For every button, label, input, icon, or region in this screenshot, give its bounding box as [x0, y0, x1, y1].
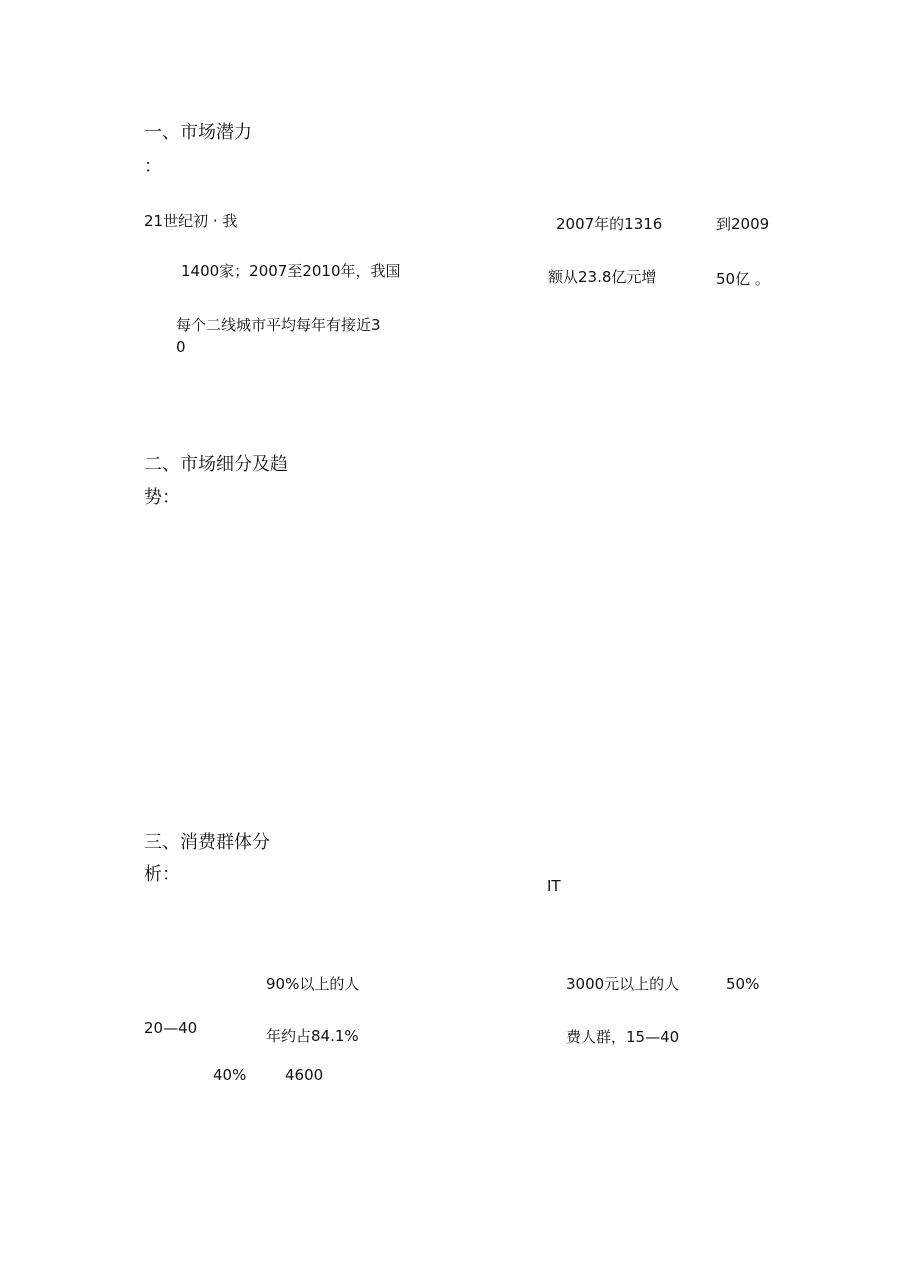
text-fragment: 40%	[213, 1066, 247, 1084]
text-fragment: 1400家；2007至2010年，我国	[181, 262, 401, 280]
text-fragment: 0	[176, 338, 186, 356]
text-fragment: IT	[547, 877, 561, 895]
text-fragment: 50%	[726, 975, 760, 993]
text-fragment: 到2009	[716, 215, 770, 233]
section2-heading-cont: 势：	[144, 487, 180, 508]
section3-heading: 三、消费群体分	[144, 832, 270, 853]
text-fragment: 50亿 。	[716, 270, 770, 288]
text-fragment: 费人群，15—40	[566, 1028, 680, 1046]
text-fragment: 21世纪初 · 我	[144, 212, 238, 230]
text-fragment: 4600	[285, 1066, 324, 1084]
text-fragment: 90%以上的人	[266, 975, 360, 993]
section3-heading-cont: 析：	[144, 864, 180, 885]
text-fragment: 20—40	[144, 1019, 198, 1037]
text-fragment: 2007年的1316	[556, 215, 663, 233]
section2-heading: 二、市场细分及趋	[144, 454, 288, 475]
section1-heading: 一、市场潜力	[144, 122, 252, 143]
text-fragment: 3000元以上的人	[566, 975, 680, 993]
text-fragment: 年约占84.1%	[266, 1027, 359, 1045]
section1-heading-cont: ：	[144, 156, 162, 177]
text-fragment: 每个二线城市平均每年有接近3	[176, 316, 381, 334]
text-fragment: 额从23.8亿元增	[548, 268, 657, 286]
